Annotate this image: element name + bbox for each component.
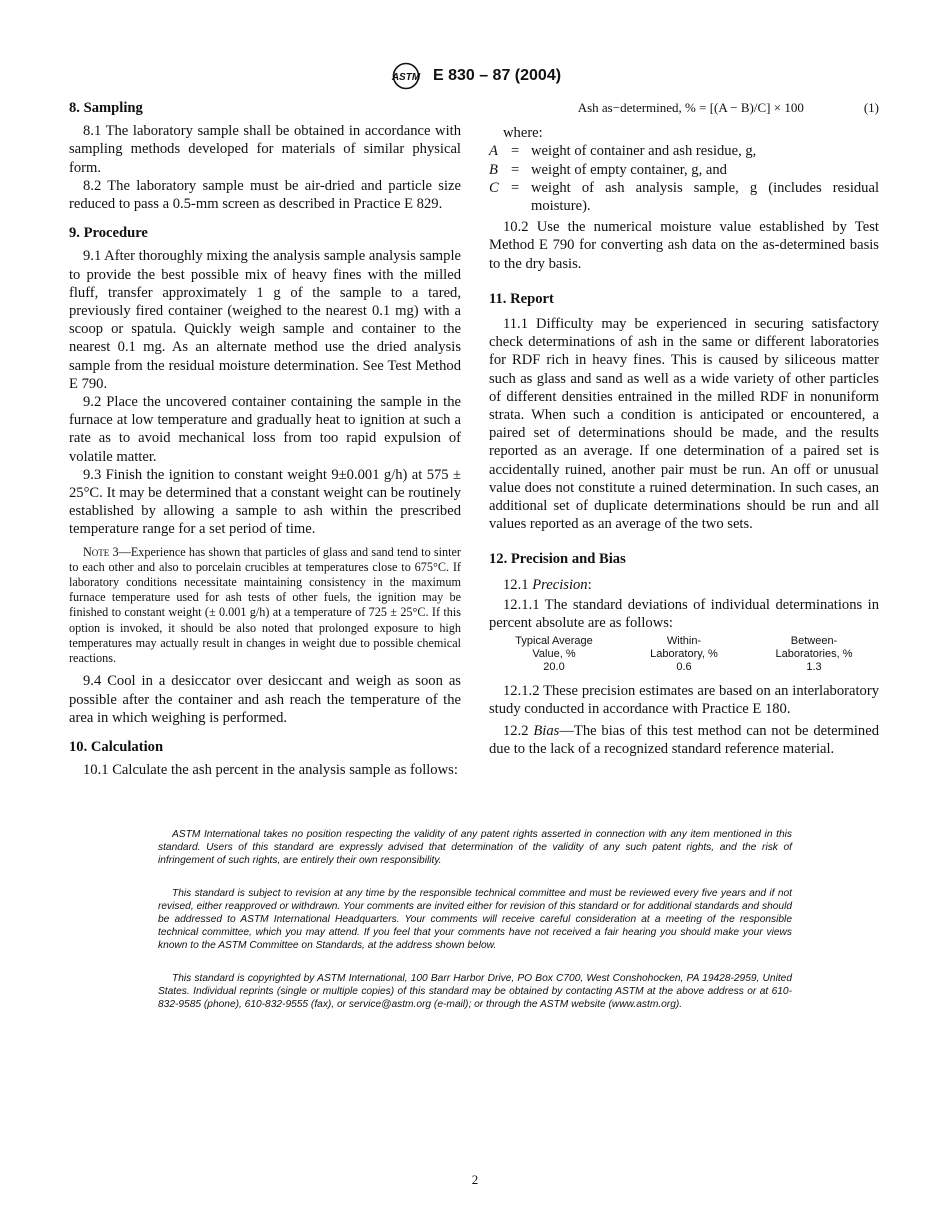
var-definition: weight of ash analysis sample, g (includes residual moisture). (531, 179, 879, 215)
table-header: Between- (790, 635, 838, 648)
p12-1-number: 12.1 (503, 576, 529, 593)
astm-logo-icon (389, 62, 423, 90)
note-text: —Experience has shown that particles of glass and sand tend to sinter to each other and also to porcelain crucibles at temperatures close to 675°C. If laboratory conditions necessitate maintaining consistency in the maximum furnace temperature used for ash tests of other fuels, the ignition may be finished to constant weight (± 0.001 g/h) at a temperature of 725 ± 25°C. If this option is invoked, it should be also noted that prolonged exposure to high temperatures may actually result in changes in weight due to possible chemical reactions. (69, 544, 461, 666)
var-symbol: A (489, 143, 498, 160)
paragraph-9-1: 9.1 After thoroughly mixing the analysis sample analysis sample to provide the best possible mix of heavy fines with the milled fluff, transfer approximately 1 g of the sample to a tared, previously fired container (weighed to the nearest 0.1 mg) with a scoop or spatula. Quickly weigh sample and container to the nearest 0.1 mg. As an alternate method use the dried analysis sample from the residual moisture determination. See Test Method E 790. (69, 248, 461, 392)
paragraph-12-2 (489, 722, 879, 758)
var-definition: weight of container and ash residue, g, (531, 143, 757, 160)
note-label: Note 3 (83, 544, 119, 559)
paragraph-11-1: 11.1 Difficulty may be experienced in securing satisfactory check determinations of ash in the same or different laboratories for RDF rich in heavy fines. This is caused by siliceous matter such as glass and sand as well as a wide variety of other particles of different densities entrained in the milled RDF in nonuniform strata. When such a condition is anticipated or encountered, a paired set of determinations should be made, and the results reported as an average. If one determination of a paired set is accidentally ruined, another pair must be run. An off or unusual value does not constitute a ruined determination. In such cases, an additional set of duplicate determinations should be run and all values reported as an average of the two sets. (489, 316, 879, 533)
p12-2-text: —The bias of this test method can not be determined due to the lack of a recognized standard reference material. (489, 722, 879, 757)
var-equals: = (511, 143, 520, 160)
right-column (489, 99, 879, 758)
paragraph-10-2: 10.2 Use the numerical moisture value established by Test Method E 790 for converting ash data on the as-determined basis to the dry basis. (489, 219, 879, 272)
footer-copyright-notice (158, 972, 792, 1011)
section-9-heading: 9. Procedure (69, 225, 148, 242)
paragraph-9-2: 9.2 Place the uncovered container containing the sample in the furnace at low temperature and gradually heat to ignition at such a rate as to avoid mechanical loss from too rapid expulsion of volatile matter. (69, 394, 461, 465)
section-10-heading: 10. Calculation (69, 738, 164, 755)
paragraph-8-1: 8.1 The laboratory sample shall be obtained in accordance with sampling methods developed for materials of similar physical form. (69, 123, 461, 176)
section-12-heading: 12. Precision and Bias (489, 551, 626, 568)
var-symbol: C (489, 179, 499, 196)
table-header: Typical Average (515, 635, 593, 648)
paragraph-10-1: 10.1 Calculate the ash percent in the analysis sample as follows: (83, 762, 458, 779)
footer-paragraph: This standard is copyrighted by ASTM International, 100 Barr Harbor Drive, PO Box C700, West Conshohocken, PA 19428-2959, United States. Individual reprints (single or multiple copies) of this standard may be obtained by contacting ASTM at the above address or at 610-832-9585 (phone), 610-832-9555 (fax), or service@astm.org (e-mail); or through the ASTM website (www.astm.org). (158, 973, 792, 1010)
table-cell: 0.6 (676, 661, 692, 674)
var-symbol: B (489, 161, 498, 178)
paragraph-9-4: 9.4 Cool in a desiccator over desiccant and weigh as soon as possible after the container and ash reach the temperature of the area in which weighing is performed. (69, 673, 461, 726)
var-equals: = (511, 161, 520, 178)
equation-number: (1) (863, 100, 879, 115)
paragraph-9-3: 9.3 Finish the ignition to constant weight 9±0.001 g/h) at 575 ± 25°C. It may be determined that a constant weight can be routinely established by allowing a sample to ash within the prescribed temperature range for a set period of time. (69, 466, 461, 538)
variable-definitions (489, 142, 879, 215)
footer-patent-notice (158, 828, 792, 867)
equation-1 (489, 99, 879, 117)
document-designation: E 830 – 87 (2004) (432, 67, 562, 84)
paragraph-12-1-1: 12.1.1 The standard deviations of individual determinations in percent absolute are as follows: (489, 596, 879, 632)
footer-revision-notice (158, 887, 792, 952)
table-header: Laboratories, % (775, 648, 853, 661)
p12-2-label: Bias (533, 722, 560, 739)
p12-1-label: Precision (532, 576, 588, 593)
p12-2-number: 12.2 (503, 722, 529, 739)
svg-text:ASTM: ASTM (391, 72, 421, 83)
table-cell: 20.0 (543, 661, 565, 674)
section-11-heading: 11. Report (489, 290, 554, 307)
table-header: Laboratory, % (650, 648, 718, 661)
page-header (0, 62, 950, 90)
equation-text: Ash as−determined, % = [(A − B)/C] × 100 (577, 100, 804, 115)
paragraph-8-2: 8.2 The laboratory sample must be air-dried and particle size reduced to pass a 0.5-mm screen as described in Practice E 829. (69, 177, 461, 213)
var-equals: = (511, 179, 520, 196)
table-cell: 1.3 (806, 661, 822, 674)
left-column (69, 99, 461, 779)
paragraph-12-1: 12.1 Precision: (503, 576, 592, 593)
note-3 (69, 545, 461, 667)
footer-paragraph: This standard is subject to revision at any time by the responsible technical committee and must be reviewed every five years and if not revised, either reapproved or withdrawn. Your comments are invited either for revision of this standard or for additional standards and should be addressed to ASTM International Headquarters. Your comments will receive careful consideration at a meeting of the responsible technical committee, which you may attend. If you feel that your comments have not received a fair hearing you should make your views known to the ASTM Committee on Standards, at the address shown below. (158, 888, 792, 951)
table-header: Value, % (532, 648, 576, 661)
precision-table (489, 635, 879, 674)
where-label: where: (503, 125, 543, 142)
page-number: 2 (471, 1172, 479, 1187)
table-header: Within- (666, 635, 702, 648)
var-definition: weight of empty container, g, and (531, 161, 727, 178)
footer-paragraph: ASTM International takes no position respecting the validity of any patent rights asserted in connection with any item mentioned in this standard. Users of this standard are expressly advised that determination of the validity of any such patent rights, and the risk of infringement of such rights, are entirely their own responsibility. (158, 829, 792, 866)
paragraph-12-1-2: 12.1.2 These precision estimates are based on an interlaboratory study conducted in accordance with Practice E 180. (489, 683, 879, 718)
section-8-heading: 8. Sampling (69, 100, 143, 116)
